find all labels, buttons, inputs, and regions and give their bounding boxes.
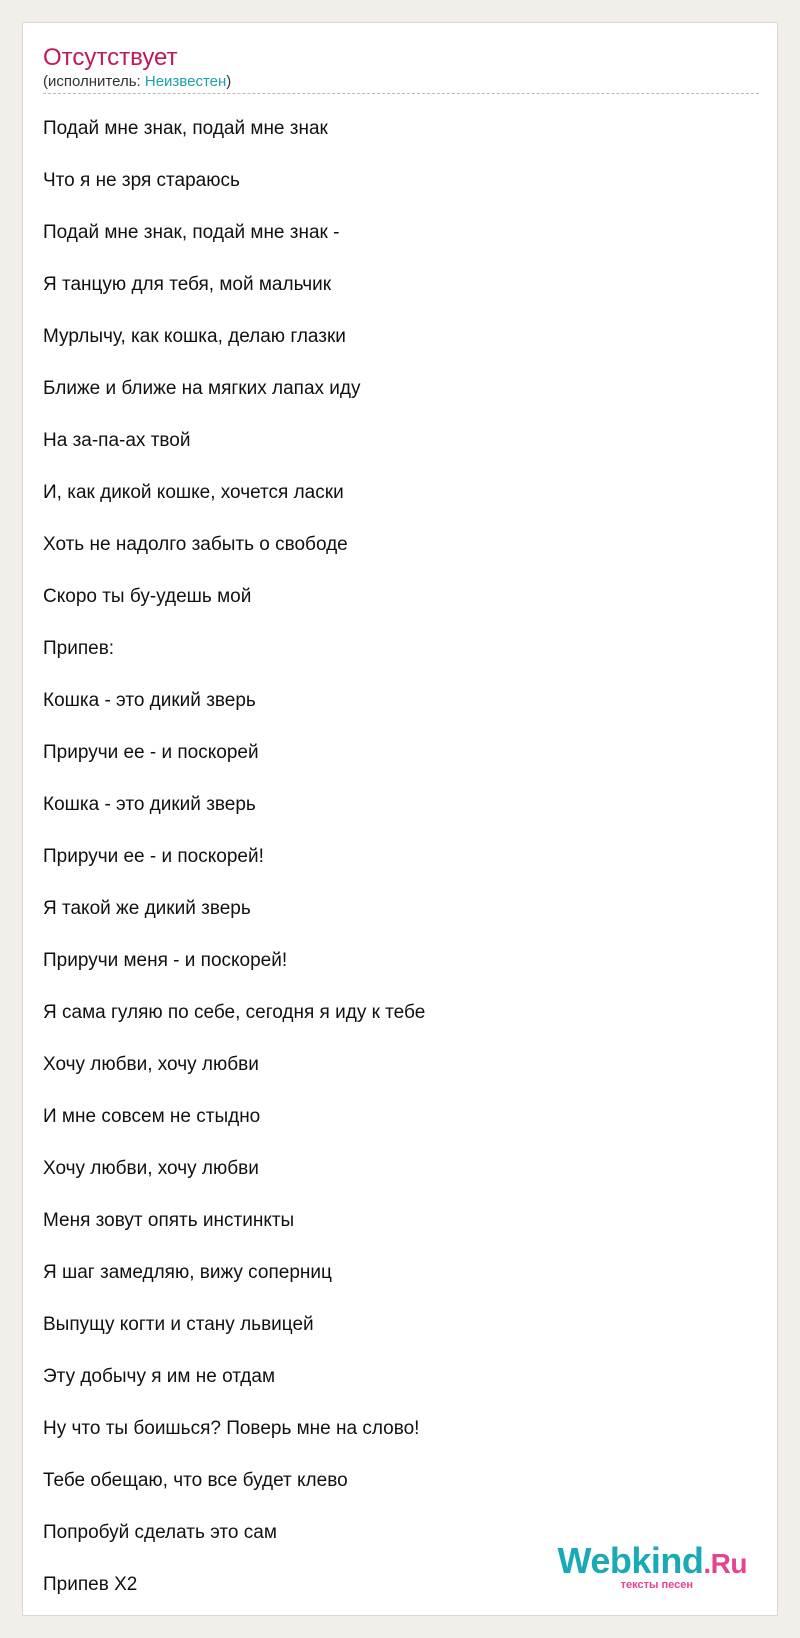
lyric-line: Тебе обещаю, что все будет клево [43,1470,348,1491]
lyric-line: Я танцую для тебя, мой мальчик [43,274,332,295]
lyrics-card [22,22,778,1616]
lyric-line: Я шаг замедляю, вижу соперниц [43,1262,332,1283]
lyrics-list [43,103,759,1611]
lyric-line: Ну что ты боишься? Поверь мне на слово! [43,1418,420,1439]
lyric-line: И, как дикой кошке, хочется ласки [43,482,344,503]
lyric-line: Кошка - это дикий зверь [43,794,256,815]
logo-wordmark [557,1540,747,1582]
lyric-line: Выпущу когти и стану львицей [43,1314,314,1335]
lyric-line: Приручи меня - и поскорей! [43,950,288,971]
lyric-line: Скоро ты бу-удешь мой [43,586,252,607]
lyric-line: Хочу любви, хочу любви [43,1158,259,1179]
lyric-line: Меня зовут опять инстинкты [43,1210,295,1231]
logo-suffix: .Ru [703,1548,747,1579]
artist-link[interactable]: Неизвестен [144,73,227,90]
lyric-line: Мурлычу, как кошка, делаю глазки [43,326,346,347]
lyric-line: Припев Х2 [43,1574,138,1595]
lyric-line: Приручи ее - и поскорей [43,742,259,763]
webkind-logo[interactable] [557,1540,747,1591]
lyric-line: Кошка - это дикий зверь [43,690,256,711]
lyric-line: На за-па-ах твой [43,430,191,451]
lyric-line: И мне совсем не стыдно [43,1106,261,1127]
artist-line [43,73,759,91]
lyric-line: Я сама гуляю по себе, сегодня я иду к тебе [43,1002,426,1023]
lyric-line: Попробуй сделать это сам [43,1522,277,1543]
lyric-line: Хоть не надолго забыть о свободе [43,534,348,555]
artist-suffix: ) [226,73,232,90]
lyric-line: Я такой же дикий зверь [43,898,251,919]
song-title: Отсутствует [43,44,178,71]
lyric-line: Эту добычу я им не отдам [43,1366,276,1387]
song-header [43,43,759,94]
lyric-line: Что я не зря стараюсь [43,170,240,191]
logo-tagline: тексты песен [620,1579,693,1591]
logo-main-text: Webkind [557,1540,704,1581]
lyric-line: Хочу любви, хочу любви [43,1054,259,1075]
lyric-line: Припев: [43,638,115,659]
artist-prefix: (исполнитель: [43,73,145,90]
lyric-line: Приручи ее - и поскорей! [43,846,264,867]
lyric-line: Подай мне знак, подай мне знак [43,118,328,139]
lyric-line: Ближе и ближе на мягких лапах иду [43,378,361,399]
lyric-line: Подай мне знак, подай мне знак - [43,222,340,243]
